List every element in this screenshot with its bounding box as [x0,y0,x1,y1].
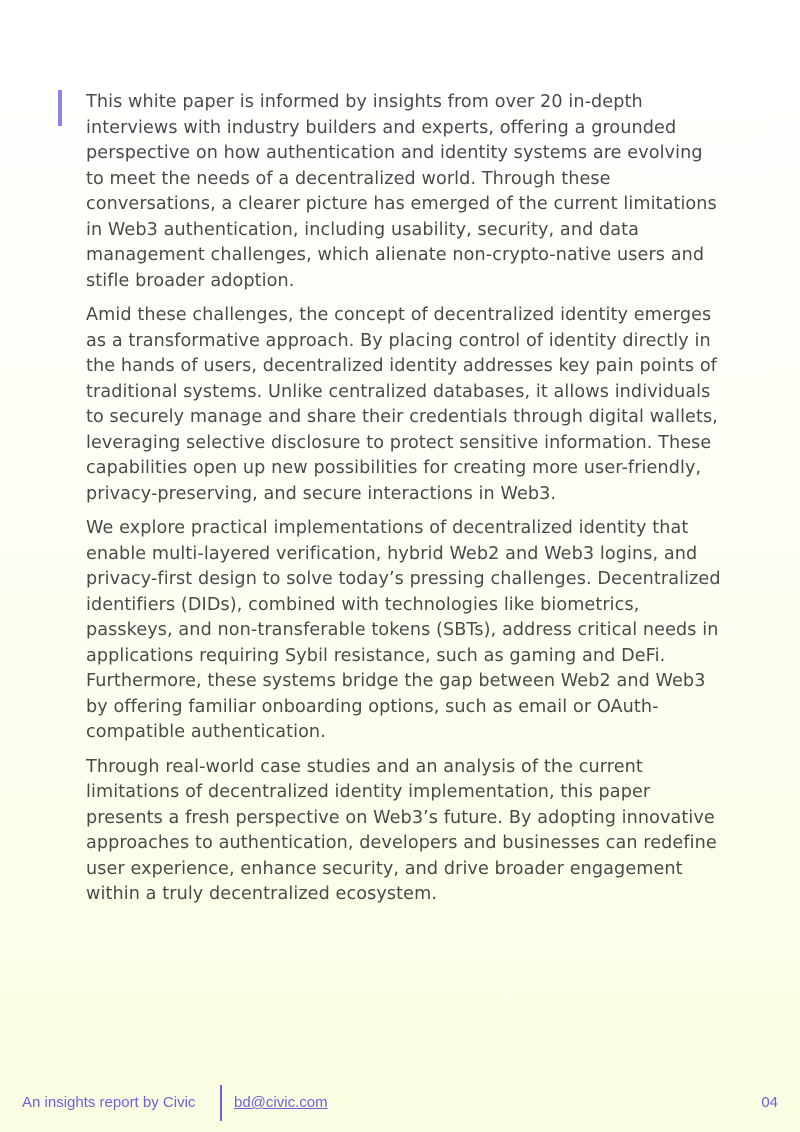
paragraph-decentralized-identity: Amid these challenges, the concept of decentralized identity emerges as a transformative approach. By placing control of identity directly in the hands of users, decentralized identity addresses key pain points of traditional systems. Unlike centralized databases, it allows individuals to securely manage and share their credentials through digital wallets, leveraging selective disclosure to protect sensitive information. These capabilities open up new possibilities for creating more user-friendly, privacy-preserving, and secure interactions in Web3. [86,305,718,504]
paragraph-case-studies: Through real-world case studies and an analysis of the current limitations of decentralized identity implementation, this paper presents a fresh perspective on Web3’s future. By adopting innovative approaches to authentication, developers and businesses can redefine user experience, enhance security, and drive broader engagement within a truly decentralized ecosystem. [86,756,717,904]
body-content [86,90,726,917]
quote-accent-bar [58,90,62,126]
footer-divider [220,1085,222,1121]
page-footer [0,1085,800,1121]
footer-report-label: An insights report by Civic [22,1094,196,1111]
paragraph-implementations: We explore practical implementations of decentralized identity that enable multi-layered verification, hybrid Web2 and Web3 logins, and privacy-first design to solve today’s pressing challenges. Decentralized identifiers (DIDs), combined with technologies like biometrics, passkeys, and non-transferable tokens (SBTs), address critical needs in applications requiring Sybil resistance, such as gaming and DeFi. Furthermore, these systems bridge the gap between Web2 and Web3 by offering familiar onboarding options, such as email or OAuth-compatible authentication. [86,518,721,742]
page-number: 04 [761,1094,778,1111]
paragraph-intro: This white paper is informed by insights from over 20 in-depth interviews with industry builders and experts, offering a grounded perspective on how authentication and identity systems are evolving to meet the needs of a decentralized world. Through these conversations, a clearer picture has emerged of the current limitations in Web3 authentication, including usability, security, and data management challenges, which alienate non-crypto-native users and stifle broader adoption. [86,92,717,291]
footer-email-link[interactable]: bd@civic.com [234,1094,328,1111]
